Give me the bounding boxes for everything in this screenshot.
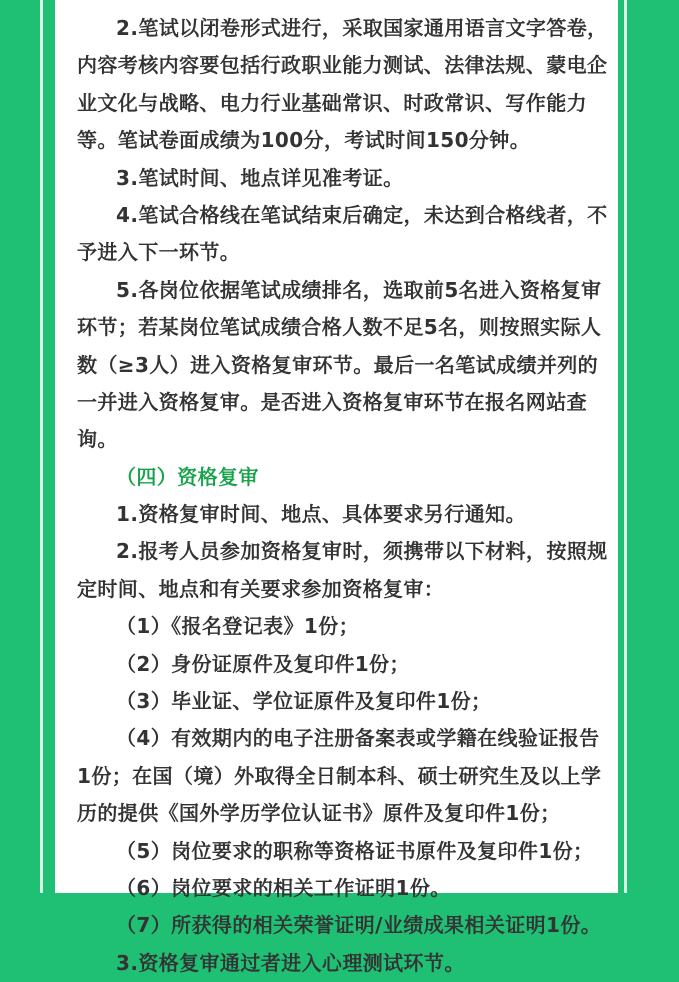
paragraph-line: （3）毕业证、学位证原件及复印件1份； (116, 689, 492, 714)
paragraph-line: 2.笔试以闭卷形式进行，采取国家通用语言文字答卷， (116, 16, 608, 40)
paragraph-line: （4）有效期内的电子注册备案表或学籍在线验证报告 (116, 726, 600, 751)
paragraph-line: 5.各岗位依据笔试成绩排名，选取前5名进入资格复审 (116, 277, 602, 302)
paragraph-line: 3.笔试时间、地点详见准考证。 (116, 165, 404, 190)
section-heading: （四）资格复审 (116, 464, 259, 489)
paragraph-line: 2.报考人员参加资格复审时，须携带以下材料，按照规 (116, 539, 608, 564)
paragraph-line: 3.资格复审通过者进入心理测试环节。 (116, 950, 465, 975)
paragraph-line: 等。笔试卷面成绩为100分，考试时间150分钟。 (77, 128, 531, 153)
paragraph-line: 定时间、地点和有关要求参加资格复审： (77, 576, 445, 601)
paragraph-line: 1份；在国（境）外取得全日制本科、硕士研究生及以上学 (77, 763, 602, 788)
paragraph-line: 业文化与战略、电力行业基础常识、时政常识、写作能力 (77, 90, 587, 115)
paragraph-line: 4.笔试合格线在笔试结束后确定，未达到合格线者，不 (116, 202, 608, 227)
paragraph-line: （6）岗位要求的相关工作证明1份。 (116, 875, 451, 900)
document-panel (55, 0, 618, 975)
paragraph-line: 历的提供《国外学历学位认证书》原件及复印件1份； (77, 801, 561, 826)
right-border-line (624, 0, 627, 893)
document-content (77, 10, 608, 982)
paragraph-line: 一并进入资格复审。是否进入资格复审环节在报名网站查 (77, 389, 587, 414)
paragraph-line: 环节；若某岗位笔试成绩合格人数不足5名，则按照实际人 (77, 315, 602, 340)
paragraph-line: （2）身份证原件及复印件1份； (116, 651, 410, 676)
paragraph-line: （1）《报名登记表》1份； (116, 614, 360, 639)
paragraph-line: 1.资格复审时间、地点、具体要求另行通知。 (116, 502, 526, 527)
paragraph-line: （5）岗位要求的职称等资格证书原件及复印件1份； (116, 838, 594, 863)
paragraph-line: （7）所获得的相关荣誉证明/业绩成果相关证明1份。 (116, 913, 602, 938)
paragraph-line: 询。 (77, 427, 118, 452)
paragraph-line: 予进入下一环节。 (77, 240, 241, 265)
paragraph-line: 数（≥3人）进入资格复审环节。最后一名笔试成绩并列的 (77, 352, 599, 377)
left-border-line (40, 0, 43, 893)
paragraph-line: 内容考核内容要包括行政职业能力测试、法律法规、蒙电企 (77, 53, 608, 78)
